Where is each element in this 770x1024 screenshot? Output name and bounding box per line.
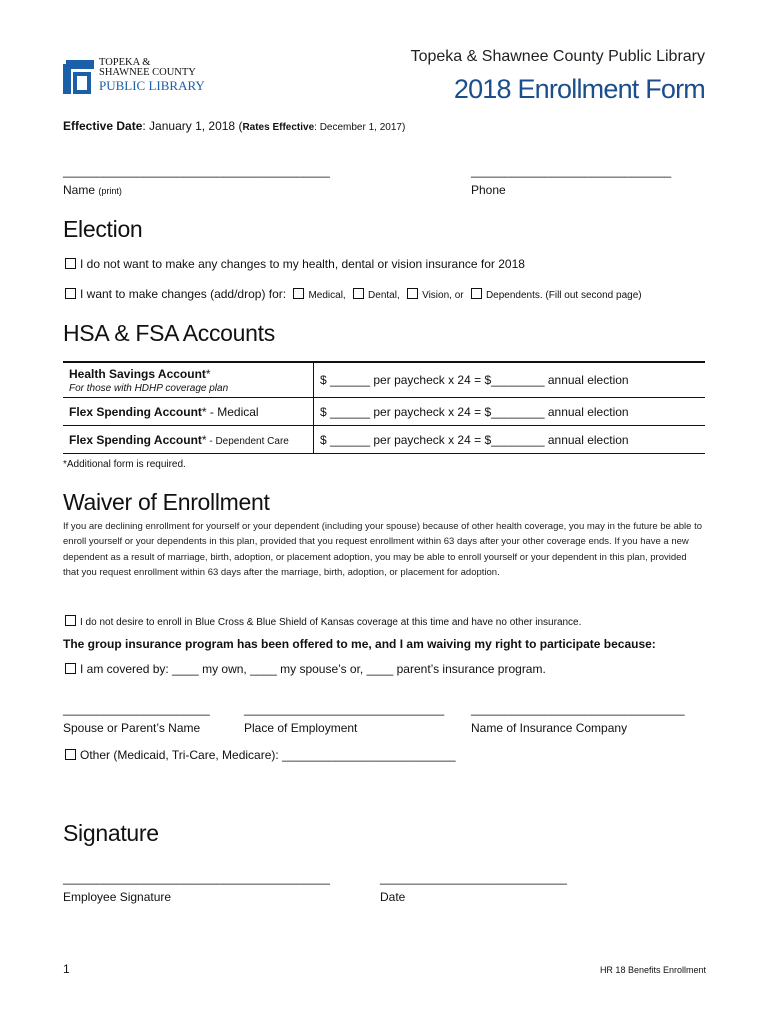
account-election-cell[interactable]: $ ______ per paycheck x 24 = $________ annual election <box>320 373 629 387</box>
signature-heading: Signature <box>63 820 159 846</box>
accounts-footnote: *Additional form is required. <box>63 459 186 470</box>
account-name: Flex Spending Account <box>69 432 202 447</box>
checkbox[interactable] <box>65 615 76 626</box>
table-row <box>63 362 705 398</box>
name-label-text: Name <box>63 183 96 197</box>
medical-checkbox[interactable] <box>293 288 304 299</box>
account-suffix: - Medical <box>206 404 259 419</box>
waiver-covered-label: I am covered by: ____ my own, ____ my spouse’s or, ____ parent’s insurance program. <box>80 662 546 676</box>
rates-effective-label: Rates Effective <box>242 122 315 133</box>
election-option-change-label: I want to make changes (add/drop) for: <box>80 287 287 301</box>
insurance-company-line[interactable]: ________________________________ <box>471 702 685 716</box>
name-line[interactable]: ________________________________________ <box>63 164 330 178</box>
spouse-name-label: Spouse or Parent’s Name <box>63 721 201 735</box>
election-option-no-change[interactable] <box>65 257 525 271</box>
dependents-checkbox[interactable] <box>471 288 482 299</box>
account-star: * <box>201 404 207 419</box>
page-number: 1 <box>63 962 70 976</box>
account-name-cell <box>63 398 314 426</box>
date-label: Date <box>380 890 406 904</box>
date-line[interactable]: ____________________________ <box>380 871 567 885</box>
effective-date-label: Effective Date <box>63 119 143 133</box>
logo-line-3: PUBLIC LIBRARY <box>99 78 205 93</box>
employment-label: Place of Employment <box>244 721 358 735</box>
effective-date <box>63 119 405 133</box>
account-election-cell[interactable]: $ ______ per paycheck x 24 = $________ annual election <box>320 432 629 447</box>
signature-line[interactable]: ________________________________________ <box>63 871 330 885</box>
account-star: * <box>205 366 211 381</box>
form-title: 2018 Enrollment Form <box>453 74 705 104</box>
logo-line-2: SHAWNEE COUNTY <box>99 67 196 78</box>
checkbox[interactable] <box>65 749 76 760</box>
library-logo-mark <box>63 60 97 96</box>
signature-label: Employee Signature <box>63 890 172 904</box>
account-note: For those with HDHP coverage plan <box>69 382 229 394</box>
rates-effective-value: : December 1, 2017) <box>314 122 406 133</box>
phone-label: Phone <box>471 183 506 197</box>
waiver-paragraph: If you are declining enrollment for yourself or your dependent (including your spouse) because of other health coverage, you may in the future be able to enroll yourself or your dependents in this plan, provided that you request enrollment within 63 days after your other coverage ends. If you have a new dependent as a result of marriage, birth, adoption, or placement adoption, you may be able to enroll yourself or your dependent in this plan, provided that you request enrollment within 63 days after the marriage, birth, adoption, or placement for adoption. <box>63 521 702 579</box>
table-row <box>63 398 705 426</box>
waiver-covered-option[interactable] <box>65 662 546 676</box>
waiver-decline-option[interactable] <box>65 615 581 628</box>
dependents-label: Dependents. (Fill out second page) <box>485 290 642 301</box>
waiver-heading: Waiver of Enrollment <box>63 489 270 515</box>
waiver-other-option[interactable] <box>65 748 456 762</box>
vision-label: Vision, or <box>422 290 464 301</box>
footer-doc-id: HR 18 Benefits Enrollment <box>599 965 706 975</box>
spouse-name-line[interactable]: ______________________ <box>63 702 210 716</box>
election-option-no-change-label: I do not want to make any changes to my health, dental or vision insurance for 2018 <box>80 257 525 271</box>
dental-checkbox[interactable] <box>353 288 364 299</box>
dental-label: Dental, <box>368 290 400 301</box>
waiver-other-label: Other (Medicaid, Tri-Care, Medicare): __________________________ <box>80 748 456 762</box>
insurance-company-label: Name of Insurance Company <box>471 721 628 735</box>
account-election-cell[interactable]: $ ______ per paycheck x 24 = $________ annual election <box>320 404 629 419</box>
account-name: Health Savings Account <box>69 366 206 381</box>
org-name: Topeka & Shawnee County Public Library <box>410 48 705 65</box>
logo-line-1: TOPEKA & <box>99 57 151 68</box>
waiver-decline-label: I do not desire to enroll in Blue Cross & Blue Shield of Kansas coverage at this time and have no other insurance. <box>80 617 582 628</box>
vision-checkbox[interactable] <box>407 288 418 299</box>
employment-line[interactable]: ______________________________ <box>244 702 445 716</box>
effective-date-value: : January 1, 2018 ( <box>142 119 243 133</box>
accounts-heading: HSA & FSA Accounts <box>63 320 275 346</box>
account-name-cell <box>63 362 314 398</box>
checkbox[interactable] <box>65 663 76 674</box>
medical-label: Medical, <box>308 290 346 301</box>
checkbox[interactable] <box>65 258 76 269</box>
account-name-cell <box>63 426 314 454</box>
table-row <box>63 426 705 454</box>
waiver-statement: The group insurance program has been offered to me, and I am waiving my right to participate because: <box>63 637 656 651</box>
election-heading: Election <box>63 216 143 242</box>
account-name: Flex Spending Account <box>69 404 202 419</box>
name-hint: (print) <box>98 186 122 196</box>
checkbox[interactable] <box>65 288 76 299</box>
name-label <box>63 183 122 197</box>
election-option-change[interactable] <box>65 287 642 301</box>
account-suffix: - Dependent Care <box>206 435 289 447</box>
account-star: * <box>201 432 207 447</box>
library-logo <box>63 58 213 98</box>
phone-line[interactable]: ______________________________ <box>471 164 672 178</box>
accounts-table <box>63 361 705 454</box>
